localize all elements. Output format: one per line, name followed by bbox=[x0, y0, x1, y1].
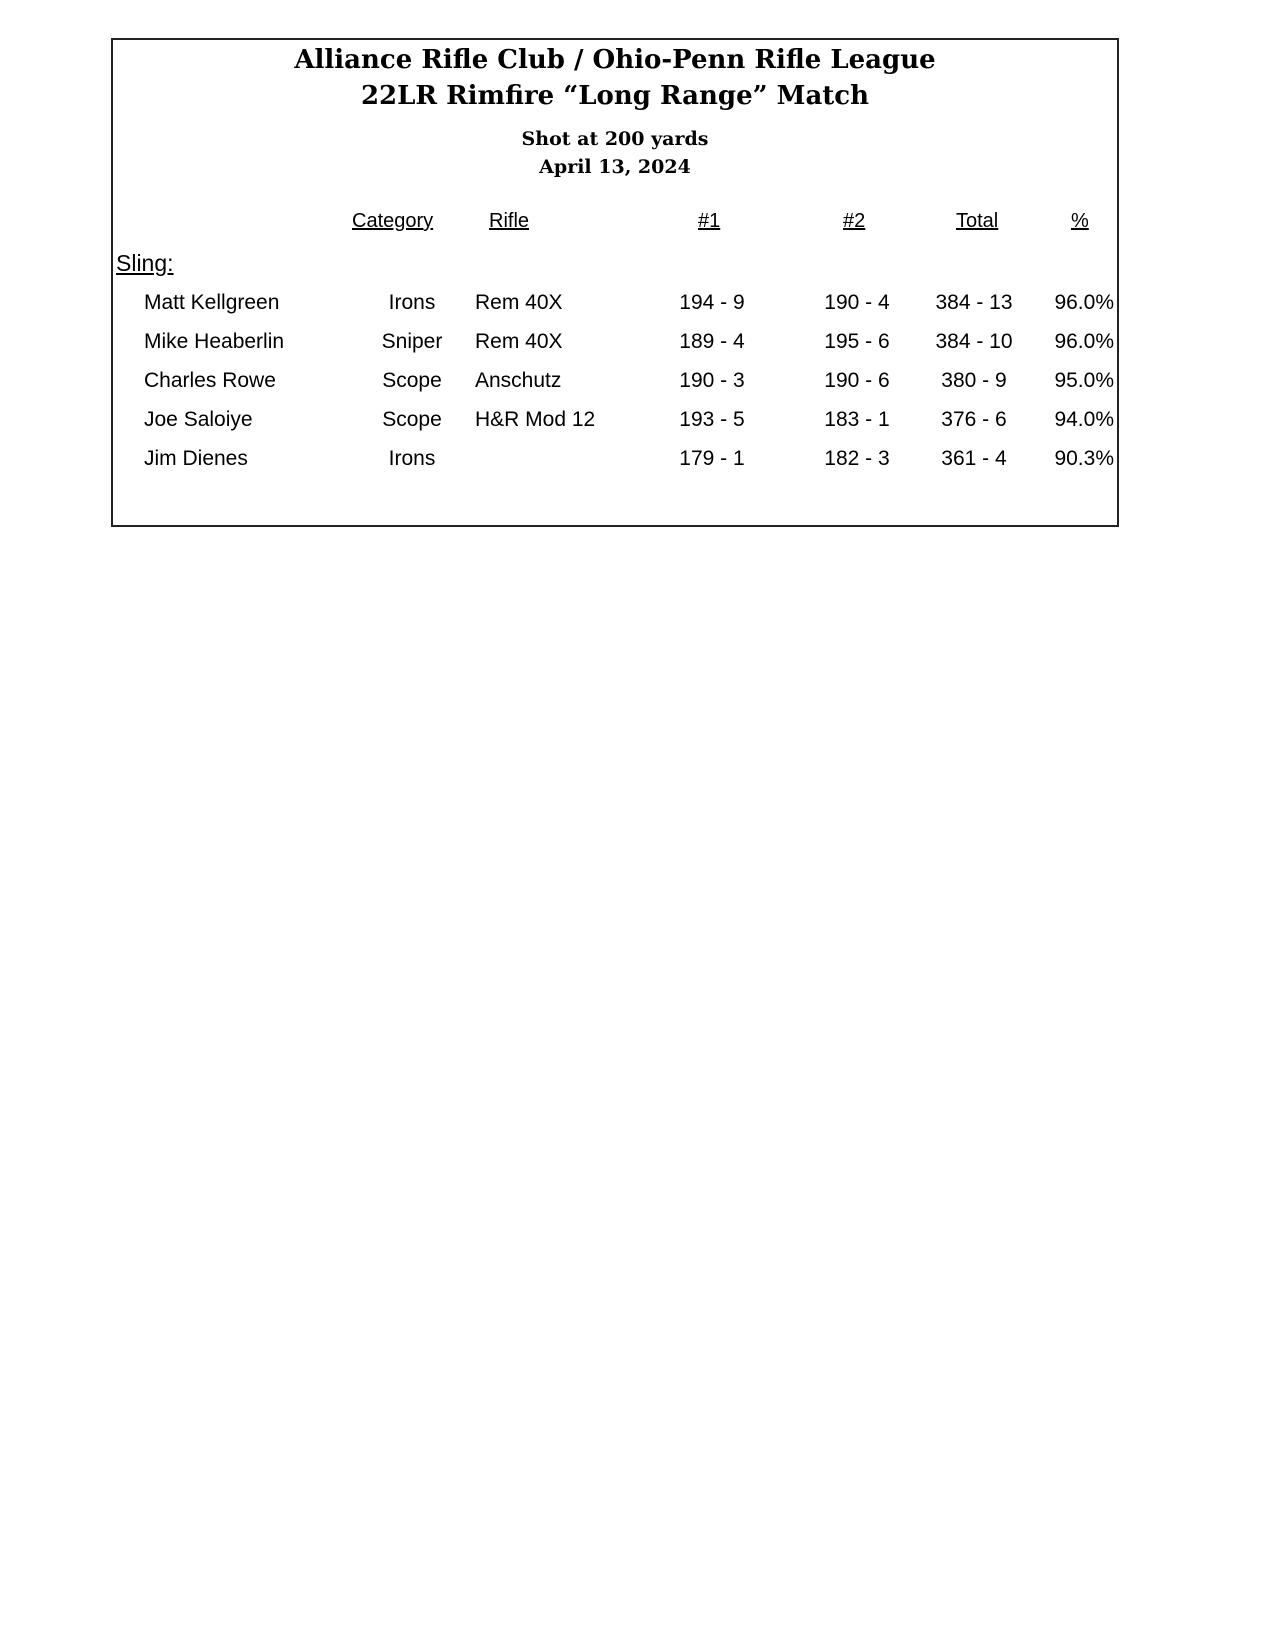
table-row bbox=[113, 291, 1117, 321]
score-total: 361 - 4 bbox=[941, 447, 1007, 470]
column-header-rifle: Rifle bbox=[489, 210, 530, 232]
shooter-name: Joe Saloiye bbox=[144, 408, 253, 431]
score-1: 189 - 4 bbox=[679, 330, 745, 353]
score-2: 190 - 6 bbox=[824, 369, 890, 392]
shooter-name: Charles Rowe bbox=[144, 369, 276, 392]
score-total: 376 - 6 bbox=[941, 408, 1007, 431]
shooter-rifle: Rem 40X bbox=[475, 291, 563, 314]
column-header-percent: % bbox=[1071, 210, 1089, 232]
match-title: 22LR Rimfire “Long Range” Match bbox=[360, 81, 870, 111]
score-percent: 90.3% bbox=[1054, 447, 1114, 470]
column-header-total: Total bbox=[956, 210, 999, 232]
score-1: 194 - 9 bbox=[679, 291, 745, 314]
shooter-category: Scope bbox=[382, 408, 442, 431]
table-row bbox=[113, 369, 1117, 399]
shooter-name: Jim Dienes bbox=[144, 447, 248, 470]
table-row bbox=[113, 447, 1117, 477]
results-frame bbox=[111, 38, 1119, 527]
score-total: 384 - 13 bbox=[935, 291, 1013, 314]
shooter-rifle: Rem 40X bbox=[475, 330, 563, 353]
match-date: April 13, 2024 bbox=[539, 156, 691, 178]
score-2: 183 - 1 bbox=[824, 408, 890, 431]
column-header-score2: #2 bbox=[843, 210, 866, 232]
column-header-score1: #1 bbox=[698, 210, 721, 232]
score-total: 380 - 9 bbox=[941, 369, 1007, 392]
shooter-category: Scope bbox=[382, 369, 442, 392]
score-percent: 96.0% bbox=[1054, 330, 1114, 353]
column-header-category: Category bbox=[352, 210, 434, 232]
score-total: 384 - 10 bbox=[935, 330, 1013, 353]
shooter-name: Mike Heaberlin bbox=[144, 330, 285, 353]
score-percent: 96.0% bbox=[1054, 291, 1114, 314]
score-percent: 94.0% bbox=[1054, 408, 1114, 431]
table-row bbox=[113, 330, 1117, 360]
shooter-category: Irons bbox=[388, 447, 436, 470]
score-2: 190 - 4 bbox=[824, 291, 890, 314]
shooter-rifle: H&R Mod 12 bbox=[475, 408, 596, 431]
shooter-category: Irons bbox=[388, 291, 436, 314]
score-2: 182 - 3 bbox=[824, 447, 890, 470]
table-row bbox=[113, 408, 1117, 438]
score-2: 195 - 6 bbox=[824, 330, 890, 353]
section-label-sling: Sling: bbox=[116, 250, 174, 276]
shooter-category: Sniper bbox=[381, 330, 443, 353]
score-percent: 95.0% bbox=[1054, 369, 1114, 392]
club-title: Alliance Rifle Club / Ohio-Penn Rifle League bbox=[294, 45, 936, 75]
score-1: 193 - 5 bbox=[679, 408, 745, 431]
shooter-name: Matt Kellgreen bbox=[144, 291, 280, 314]
score-1: 190 - 3 bbox=[679, 369, 745, 392]
shooter-rifle: Anschutz bbox=[475, 369, 562, 392]
score-1: 179 - 1 bbox=[679, 447, 745, 470]
distance-subtitle: Shot at 200 yards bbox=[521, 128, 709, 150]
